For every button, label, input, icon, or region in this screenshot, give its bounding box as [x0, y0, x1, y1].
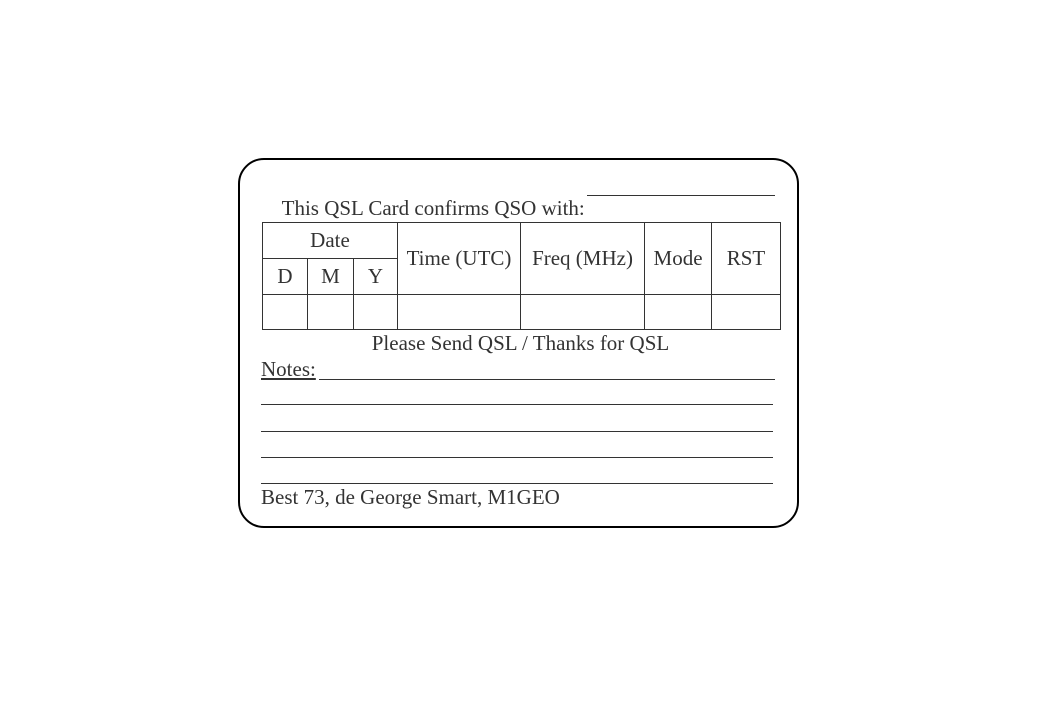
rst-header: RST: [712, 223, 781, 295]
mode-header: Mode: [645, 223, 712, 295]
notes-line-5: [261, 483, 773, 484]
notes-line-2: [261, 404, 773, 405]
qsl-request-text: Please Send QSL / Thanks for QSL: [371, 331, 670, 355]
notes-label: Notes:: [261, 357, 316, 381]
signature: Best 73, de George Smart, M1GEO: [261, 485, 560, 509]
year-cell: [354, 295, 398, 330]
year-header: Y: [354, 259, 398, 295]
time-utc-header: Time (UTC): [398, 223, 521, 295]
card-title-text: This QSL Card confirms QSO with:: [281, 196, 591, 220]
callsign-blank: [587, 195, 775, 196]
freq-cell: [521, 295, 645, 330]
day-header: D: [263, 259, 308, 295]
month-cell: [308, 295, 354, 330]
notes-line-3: [261, 431, 773, 432]
month-header: M: [308, 259, 354, 295]
qso-log-table: [262, 222, 781, 330]
freq-mhz-header: Freq (MHz): [521, 223, 645, 295]
notes-line-1: [319, 379, 775, 380]
date-header: Date: [263, 223, 398, 259]
day-cell: [263, 295, 308, 330]
time-cell: [398, 295, 521, 330]
rst-cell: [712, 295, 781, 330]
qsl-card: [238, 158, 799, 528]
notes-line-4: [261, 457, 773, 458]
mode-cell: [645, 295, 712, 330]
